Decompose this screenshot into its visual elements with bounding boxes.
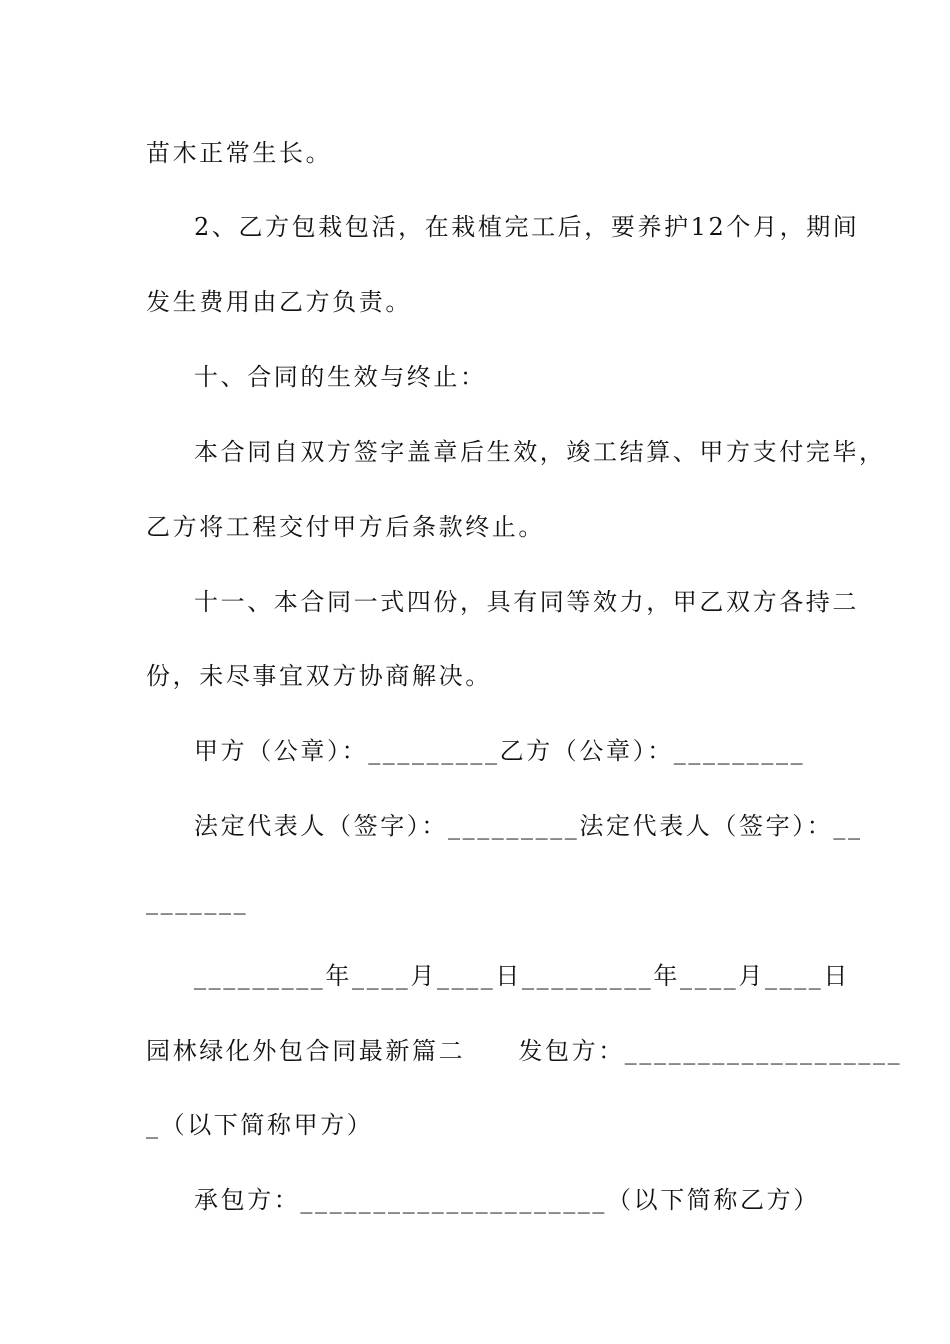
contractor-line: 承包方：_____________________（以下简称乙方） — [194, 1186, 820, 1214]
section-heading-11: 十一、本合同一式四份，具有同等效力，甲乙双方各持二 — [194, 588, 859, 616]
paragraph-line-8: 份，未尽事宜双方协商解决。 — [146, 662, 492, 690]
section-heading-10: 十、合同的生效与终止： — [194, 363, 487, 391]
paragraph-line-6: 乙方将工程交付甲方后条款终止。 — [146, 513, 545, 541]
seal-signature-line: 甲方（公章）：_________乙方（公章）：_________ — [194, 737, 806, 765]
paragraph-line-1: 苗木正常生长。 — [146, 139, 333, 167]
employer-abbreviation-line: _（以下简称甲方） — [146, 1111, 374, 1139]
paragraph-line-3: 发生费用由乙方负责。 — [146, 288, 412, 316]
legal-representative-line: 法定代表人（签字）：_________法定代表人（签字）：__ — [194, 812, 863, 840]
date-line: _________年____月____日_________年____月____日 — [194, 962, 850, 990]
paragraph-line-5: 本合同自双方签字盖章后生效，竣工结算、甲方支付完毕， — [194, 438, 886, 466]
paragraph-line-2: 2、乙方包栽包活，在栽植完工后，要养护12个月，期间 — [194, 213, 860, 241]
contract-title-employer-line: 园林绿化外包合同最新篇二 发包方：___________________ — [146, 1037, 903, 1065]
legal-representative-line-continued: _______ — [146, 887, 249, 915]
